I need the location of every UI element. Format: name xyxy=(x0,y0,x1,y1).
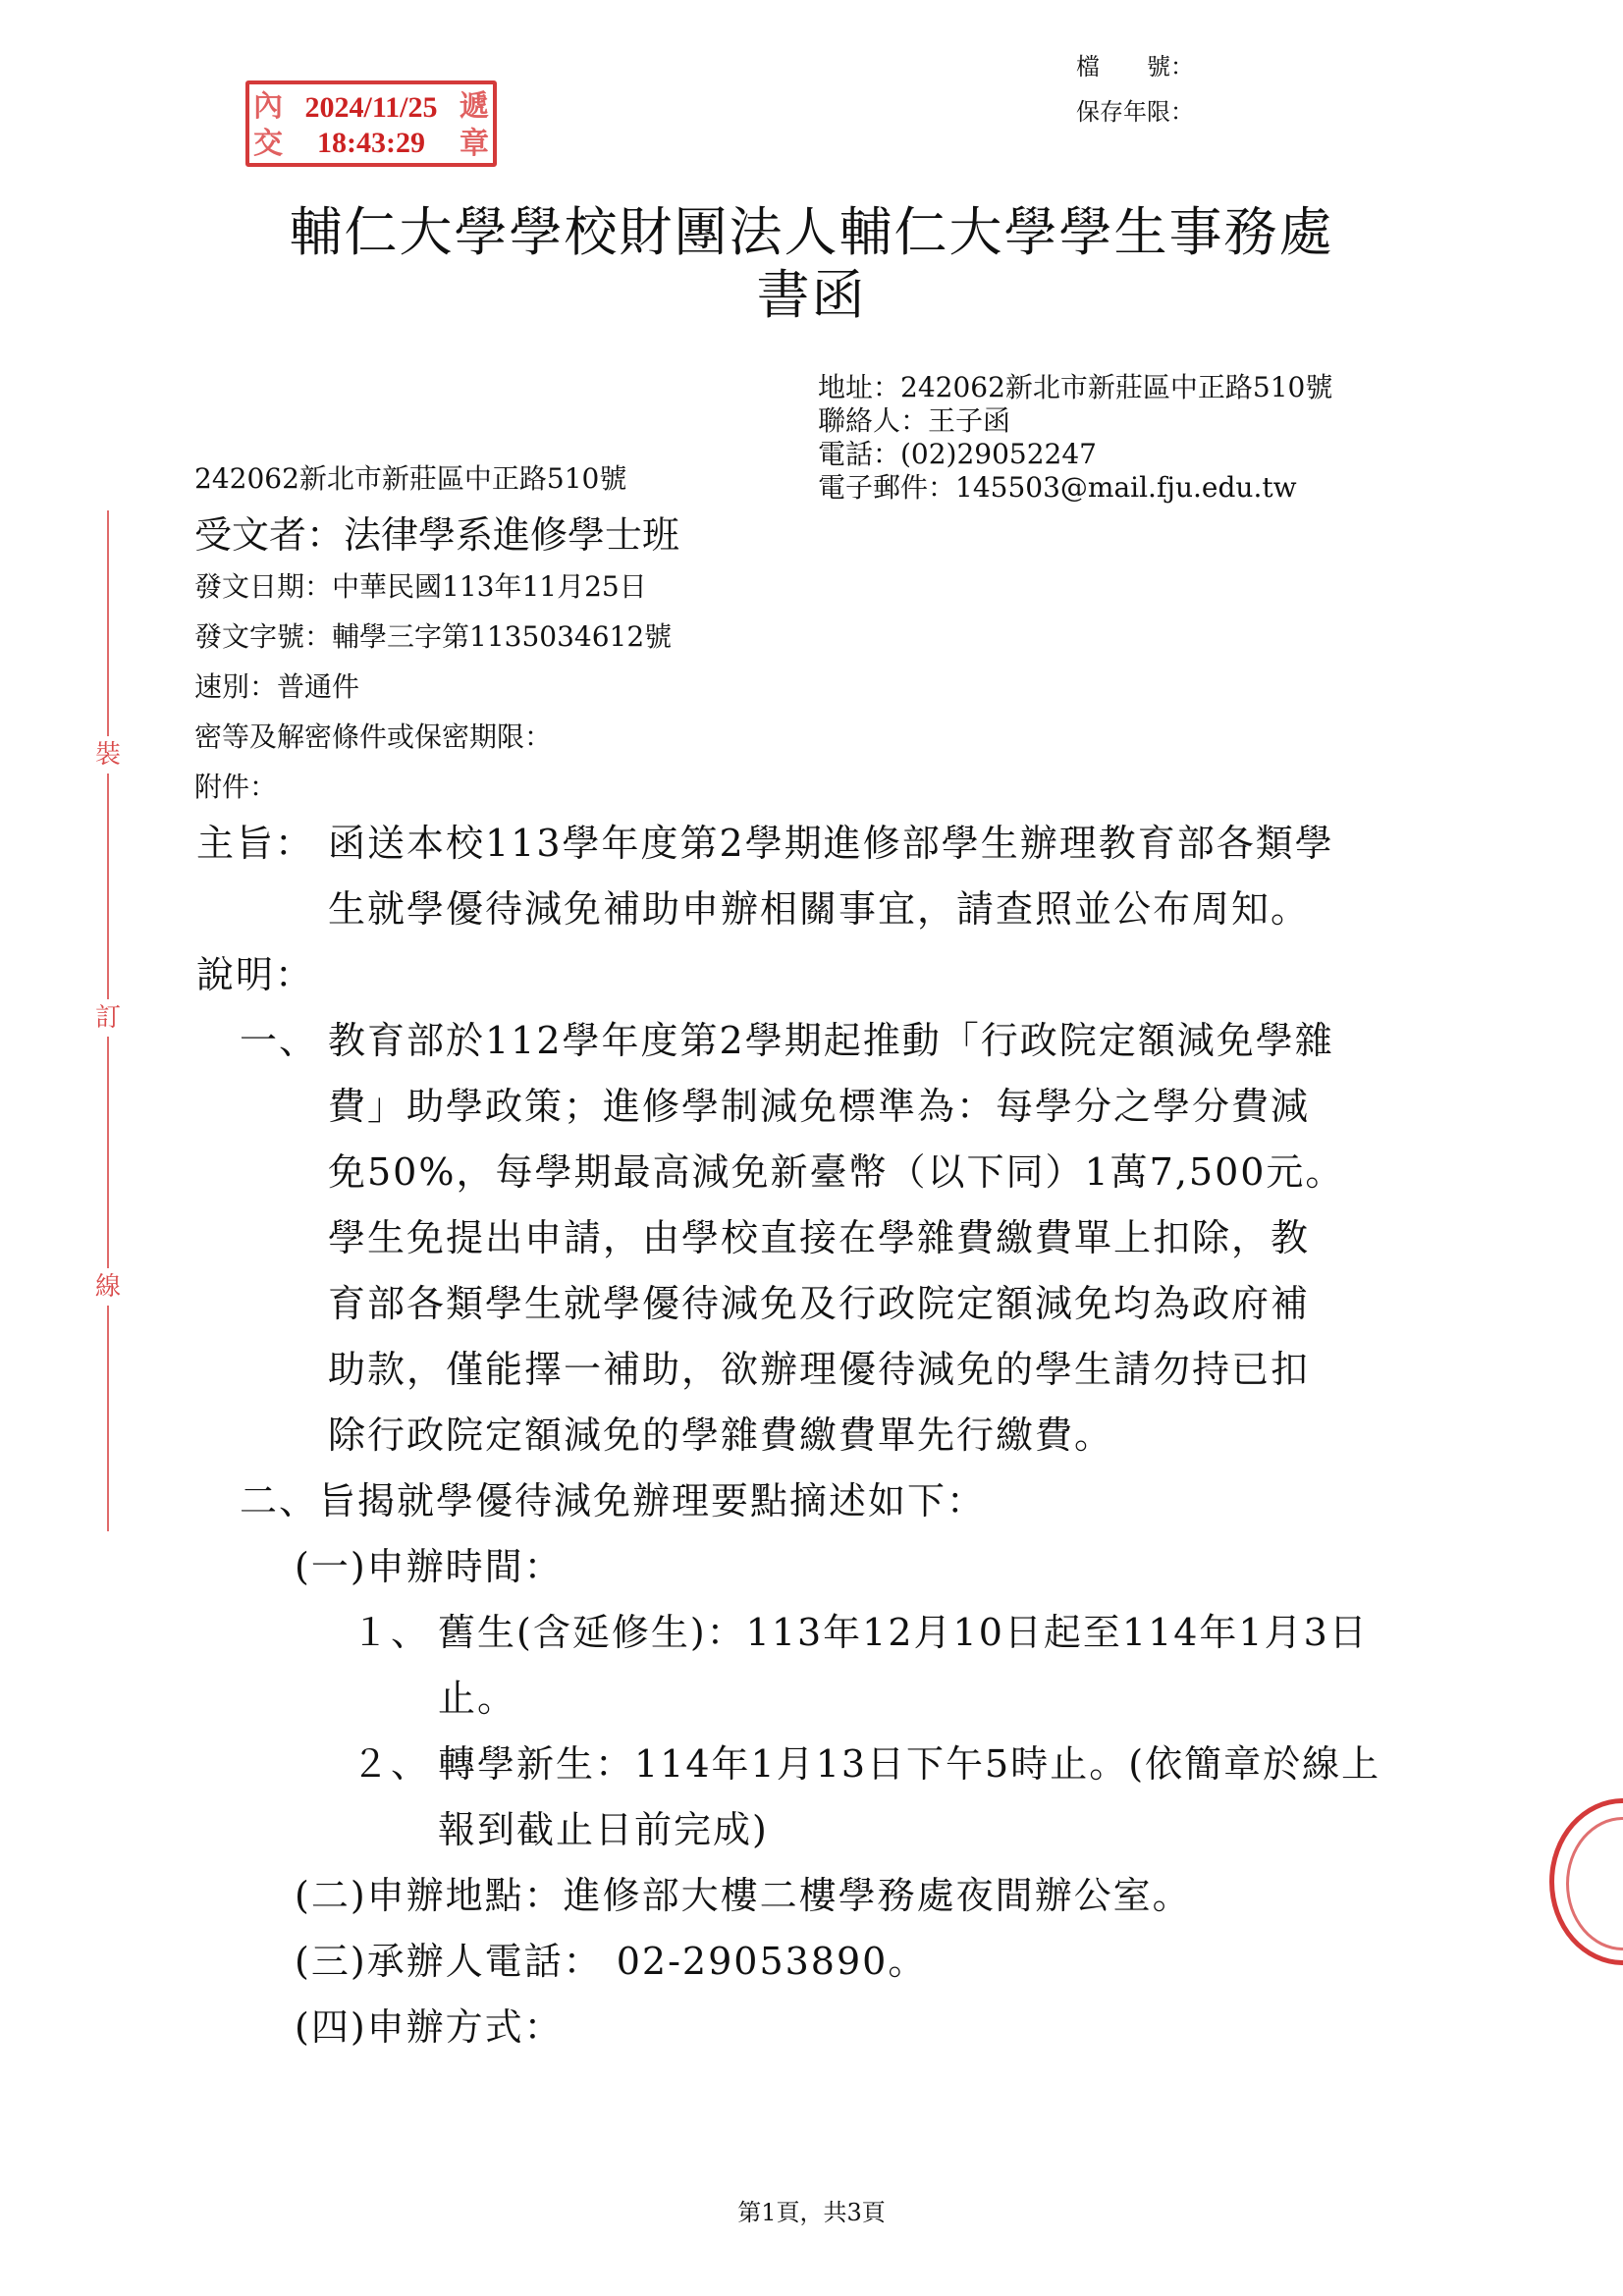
file-number-label: 檔 號： xyxy=(1076,53,1194,80)
binding-mark-xian: 線 xyxy=(95,1268,121,1306)
document-number: 發文字號：輔學三字第1135034612號 xyxy=(194,620,673,653)
stamp-date: 2024/11/25 xyxy=(304,91,438,124)
contact-phone: 電話：(02)29052247 xyxy=(818,438,1097,470)
recipient-address: 242062新北市新莊區中正路510號 xyxy=(194,462,627,495)
item-1-line: 學生免提出申請，由學校直接在學雜費繳費單上扣除，教 xyxy=(328,1216,1311,1259)
sub-item-2: (二)申辦地點：進修部大樓二樓學務處夜間辦公室。 xyxy=(295,1874,1192,1917)
binding-mark-ding: 訂 xyxy=(95,999,121,1037)
item-1-line: 教育部於112學年度第2學期起推動「行政院定額減免學雜 xyxy=(328,1019,1334,1062)
organization-name: 輔仁大學學校財團法人輔仁大學學生事務處 xyxy=(289,201,1334,263)
explanation-label: 說明： xyxy=(196,953,315,996)
sub-item-1-1-line: 止。 xyxy=(438,1677,517,1720)
page-number: 第1頁，共3頁 xyxy=(737,2199,886,2226)
item-1-line: 除行政院定額減免的學雜費繳費單先行繳費。 xyxy=(328,1414,1114,1457)
sub-item-4: (四)申辦方式： xyxy=(295,2005,564,2049)
item-1-line: 助款，僅能擇一補助，欲辦理優待減免的學生請勿持已扣 xyxy=(328,1348,1311,1391)
sub-item-3: (三)承辦人電話： 02-29053890。 xyxy=(295,1940,928,1983)
attachment: 附件： xyxy=(194,771,278,803)
sub-item-1-1-line: 舊生(含延修生)：113年12月10日起至114年1月3日 xyxy=(438,1611,1369,1654)
subject-line: 生就學優待減免補助申辦相關事宜，請查照並公布周知。 xyxy=(328,887,1311,931)
recipient: 受文者：法律學系進修學士班 xyxy=(194,513,680,557)
subject-line: 函送本校113學年度第2學期進修部學生辦理教育部各類學 xyxy=(328,822,1334,865)
item-1-line: 育部各類學生就學優待減免及行政院定額減免均為政府補 xyxy=(328,1282,1311,1325)
retention-period-label: 保存年限： xyxy=(1076,98,1194,126)
stamp-left-chars: 內 交 xyxy=(253,89,283,161)
stamp-timestamp xyxy=(285,90,458,161)
contact-person: 聯絡人：王子函 xyxy=(818,404,1011,437)
sub-item-1-2-line: 報到截止日前完成) xyxy=(438,1808,769,1851)
binding-mark-zhuang: 裝 xyxy=(95,736,121,774)
sub-item-1-1-label: １、 xyxy=(352,1611,431,1654)
item-1-label: 一、 xyxy=(240,1019,319,1062)
contact-email: 電子郵件：145503@mail.fju.edu.tw xyxy=(818,471,1297,504)
receipt-stamp xyxy=(245,80,497,167)
item-1-line: 費」助學政策；進修學制減免標準為：每學分之學分費減 xyxy=(328,1085,1311,1128)
official-seal xyxy=(1549,1798,1623,1965)
sub-item-1: (一)申辦時間： xyxy=(295,1545,564,1588)
sub-item-1-2-line: 轉學新生：114年1月13日下午5時止。(依簡章於線上 xyxy=(438,1742,1381,1786)
stamp-right-chars: 遞 章 xyxy=(460,89,489,161)
secrecy-level: 密等及解密條件或保密期限： xyxy=(194,721,553,753)
stamp-time: 18:43:29 xyxy=(317,127,425,159)
sender-address: 地址：242062新北市新莊區中正路510號 xyxy=(818,371,1333,403)
sub-item-1-2-label: ２、 xyxy=(352,1742,431,1786)
item-2: 二、旨揭就學優待減免辦理要點摘述如下： xyxy=(240,1479,987,1522)
subject-label: 主旨： xyxy=(196,822,315,865)
issue-date: 發文日期：中華民國113年11月25日 xyxy=(194,570,647,603)
delivery-speed: 速別：普通件 xyxy=(194,670,360,703)
document-type: 書函 xyxy=(756,264,867,326)
item-1-line: 免50%，每學期最高減免新臺幣（以下同）1萬7,500元。 xyxy=(328,1150,1345,1194)
